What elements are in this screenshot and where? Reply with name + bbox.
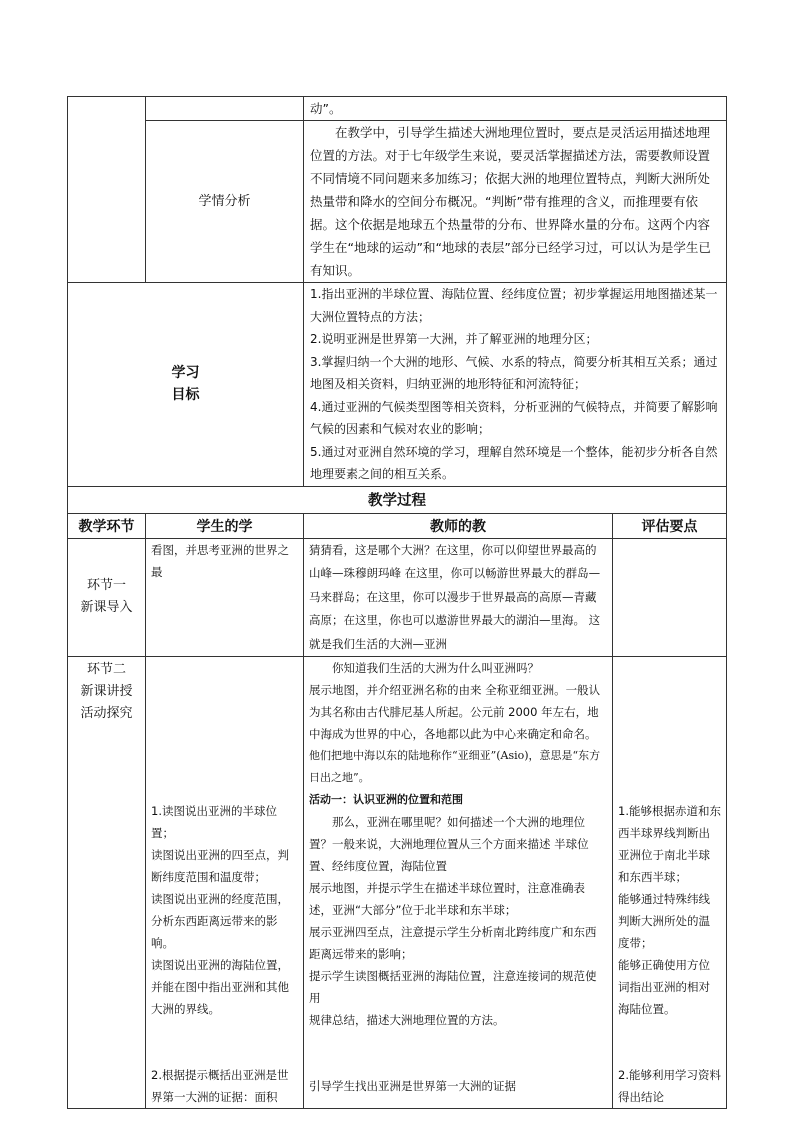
stage2-name-line1: 环节二 bbox=[86, 662, 126, 677]
teacher-item: 展示亚洲四至点，注意提示学生分析南北跨纬度广和东西距离远带来的影响； bbox=[309, 925, 597, 961]
analysis-paragraph: 在教学中，引导学生描述大洲地理位置时，要点是灵活运用描述地理位置的方法。对于七年级学生来说，要灵活掌握描述方法，需要教师设置不同情境不同问题来多加练习；依据大洲的地理位置特点，判断大洲所处热量带和降水的空间分布概况。“判断”带有推理的含义，而推理要有依据。这个依据是地球五个热量带的分布、世界降水量的分布。这两个内容学生在“地球的运动”和“地球的表层”部分已经学习过，可以认为是学生已有知识。 bbox=[310, 125, 711, 278]
stage2-eval bbox=[613, 657, 727, 1109]
teacher-item: 规律总结，描述大洲地理位置的方法。 bbox=[309, 1013, 505, 1027]
eval-item: 1.能够根据赤道和东西半球界线判断出亚洲位于南北半球和东西半球； bbox=[618, 804, 721, 884]
stage1-name bbox=[68, 538, 146, 657]
teacher-item: 引导学生找出亚洲是世界第一大洲的证据 bbox=[309, 1079, 516, 1093]
goal-item: 2.说明亚洲是世界第一大洲，并了解亚洲的地理分区； bbox=[310, 332, 598, 346]
eval-item: 能够正确使用方位词指出亚洲的相对海陆位置。 bbox=[618, 958, 710, 1016]
eval-item: 能够通过特殊纬线判断大洲所处的温度带； bbox=[618, 892, 710, 950]
teacher-item: 展示地图，并提示学生在描述半球位置时，注意准确表述，亚洲“大部分”位于北半球和东半球； bbox=[309, 881, 585, 917]
goals-list bbox=[304, 283, 727, 487]
stage1-eval bbox=[613, 538, 727, 657]
blank-sub-cell bbox=[146, 97, 304, 121]
teacher-item: 那么，亚洲在哪里呢？如何描述一个大洲的地理位置？一般来说，大洲地理位置从三个方面来描述 半球位置、经纬度位置，海陆位置 bbox=[309, 815, 589, 873]
analysis-text bbox=[304, 121, 727, 283]
lesson-plan-page bbox=[67, 96, 726, 1109]
header-eval: 评估要点 bbox=[613, 513, 727, 538]
stage2-name-line2: 新课讲授 bbox=[80, 684, 133, 699]
stage2-teacher bbox=[304, 657, 613, 1109]
stage1-teacher: 猜猜看，这是哪个大洲？在这里，你可以仰望世界最高的山峰—珠穆朗玛峰 在这里，你可以畅游世界最大的群岛—马来群岛；在这里，你可以漫步于世界最高的高原—青藏高原；在这里，你也可以遨游世界最大的湖泊—里海。 这就是我们生活的大洲—亚洲 bbox=[304, 538, 613, 657]
student-item: 读图说出亚洲的四至点，判断纬度范围和温度带； bbox=[151, 848, 289, 884]
teacher-item: 提示学生读图概括亚洲的海陆位置，注意连接词的规范使用 bbox=[309, 969, 597, 1005]
stage2-name bbox=[68, 657, 146, 1109]
stage1-name-line1: 环节一 bbox=[86, 578, 126, 594]
stage2-student bbox=[146, 657, 304, 1109]
analysis-label: 学情分析 bbox=[146, 121, 304, 283]
goals-label bbox=[68, 283, 304, 487]
activity1-title: 活动一：认识亚洲的位置和范围 bbox=[309, 793, 463, 806]
goal-item: 5.通过对亚洲自然环境的学习，理解自然环境是一个整体，能初步分析各自然地理要素之间的相互关系。 bbox=[310, 444, 718, 481]
stage1-student: 看图，并思考亚洲的世界之最 bbox=[146, 538, 304, 657]
student-item: 读图说出亚洲的海陆位置，并能在图中指出亚洲和其他大洲的界线。 bbox=[151, 958, 289, 1016]
header-teacher: 教师的教 bbox=[304, 513, 613, 538]
student-item: 2.根据提示概括出亚洲是世界第一大洲的证据：面积 bbox=[151, 1068, 289, 1104]
teacher-intro-map: 展示地图，并介绍亚洲名称的由来 全称亚细亚洲。一般认为其名称由古代腓尼基人所起。公元前 2000 年左右，地中海成为世界的中心，各地都以此为中心来确定和命名。 bbox=[309, 683, 601, 741]
goal-item: 1.指出亚洲的半球位置、海陆位置、经纬度位置；初步掌握运用地图描述某一大洲位置特点的方法； bbox=[310, 287, 718, 324]
header-student: 学生的学 bbox=[146, 513, 304, 538]
stage2-name-line3: 活动探究 bbox=[80, 706, 133, 721]
goal-item: 3.掌握归纳一个大洲的地形、气候、水系的特点，简要分析其相互关系；通过地图及相关资料，归纳亚洲的地形特征和河流特征； bbox=[310, 354, 718, 391]
goals-label-line2: 目标 bbox=[171, 387, 200, 404]
goal-item: 4.通过亚洲的气候类型图等相关资料，分析亚洲的气候特点，并简要了解影响气候的因素和气候对农业的影响； bbox=[310, 399, 718, 436]
lesson-plan-table bbox=[67, 96, 727, 1109]
student-item: 读图说出亚洲的经度范围，分析东西距离远带来的影响。 bbox=[151, 892, 289, 950]
blank-left-cell bbox=[68, 97, 146, 283]
stage1-name-line2: 新课导入 bbox=[80, 600, 133, 616]
student-item: 1.读图说出亚洲的半球位置； bbox=[151, 804, 277, 840]
eval-item: 2.能够利用学习资料得出结论 bbox=[618, 1068, 721, 1104]
teacher-intro-note: 他们把地中海以东的陆地称作“亚细亚”(Asio)，意思是“东方日出之地”。 bbox=[309, 749, 601, 784]
goals-label-line1: 学习 bbox=[171, 365, 200, 382]
header-stage: 教学环节 bbox=[68, 513, 146, 538]
continued-text: 动”。 bbox=[304, 97, 727, 121]
process-title: 教学过程 bbox=[68, 486, 727, 513]
teacher-intro-question: 你知道我们生活的大洲为什么叫亚洲吗？ bbox=[332, 661, 539, 675]
